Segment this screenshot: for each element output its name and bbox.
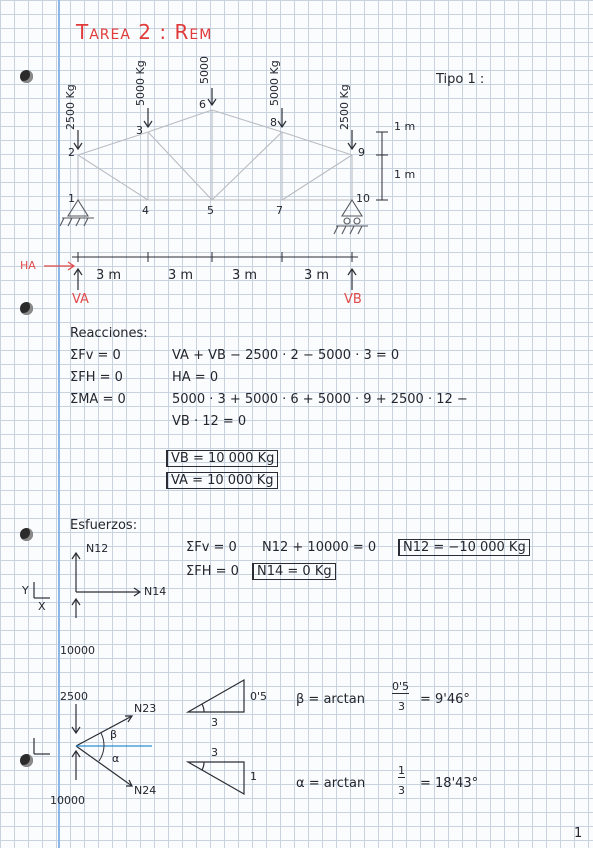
angle-formula: β = arctan [296, 692, 365, 707]
angle-label: β [110, 728, 118, 741]
load-label: 2500 [60, 690, 88, 703]
triangle-leg: 0'5 [250, 690, 268, 703]
equation-label: ΣFH = 0 [70, 370, 123, 385]
equation-label: ΣFv = 0 [70, 348, 121, 363]
load-label: 5000 [198, 56, 211, 84]
node-label: 6 [199, 98, 206, 111]
force-label: N24 [134, 784, 157, 797]
node-label: 8 [270, 116, 277, 129]
fraction-denominator: 3 [398, 700, 405, 713]
node-label: 9 [358, 146, 365, 159]
ha-label: HA [20, 259, 36, 272]
triangle-leg: 3 [211, 746, 218, 759]
equation-label: ΣFH = 0 [186, 564, 239, 579]
reaction-label: 10000 [60, 644, 95, 657]
result-box: VA = 10 000 Kg [166, 472, 278, 489]
force-label: N14 [144, 585, 167, 598]
span-dimension: 3 m [168, 268, 194, 283]
axis-label: Y [22, 584, 29, 597]
triangle-leg: 1 [250, 770, 257, 783]
triangle-leg: 3 [211, 716, 218, 729]
span-dimension: 3 m [304, 268, 330, 283]
vb-label: VB [344, 292, 362, 307]
load-label: 2500 Kg [64, 84, 77, 130]
page-title: Tarea 2 : Rem [76, 20, 213, 44]
equation-value: HA = 0 [172, 370, 219, 385]
span-dimension: 3 m [232, 268, 258, 283]
angle-label: α [112, 752, 120, 765]
result-box: VB = 10 000 Kg [166, 450, 278, 467]
fraction-numerator: 1 [398, 764, 405, 777]
node-label: 5 [207, 204, 214, 217]
reaction-label: 10000 [50, 794, 85, 807]
equation-value: N12 + 10000 = 0 [262, 540, 377, 555]
page-number: 1 [574, 826, 583, 841]
reactions-heading: Reacciones: [70, 326, 148, 341]
load-label: 5000 Kg [134, 60, 147, 106]
type-label: Tipo 1 : [436, 72, 485, 87]
node-label: 3 [136, 124, 143, 137]
efforts-heading: Esfuerzos: [70, 518, 138, 533]
force-label: N12 [86, 542, 109, 555]
node-label: 2 [68, 146, 75, 159]
height-dimension: 1 m [394, 168, 416, 181]
equation-value: 5000 · 3 + 5000 · 6 + 5000 · 9 + 2500 · 12 − [172, 392, 468, 407]
load-label: 2500 Kg [338, 84, 351, 130]
equation-label: ΣFv = 0 [186, 540, 237, 555]
equation-value: VB · 12 = 0 [172, 414, 247, 429]
fraction-denominator: 3 [398, 784, 405, 797]
result-box: N14 = 0 Kg [252, 563, 336, 580]
node-label: 10 [356, 192, 370, 205]
va-label: VA [72, 292, 89, 307]
equation-value: VA + VB − 2500 · 2 − 5000 · 3 = 0 [172, 348, 400, 363]
result-box: N12 = −10 000 Kg [398, 539, 530, 556]
equation-label: ΣMA = 0 [70, 392, 126, 407]
node-label: 1 [68, 192, 75, 205]
node-label: 4 [142, 204, 149, 217]
load-label: 5000 Kg [268, 60, 281, 106]
node-label: 7 [276, 204, 283, 217]
angle-formula: α = arctan [296, 776, 366, 791]
height-dimension: 1 m [394, 120, 416, 133]
angle-result: = 18'43° [420, 776, 479, 791]
force-label: N23 [134, 702, 157, 715]
fraction-numerator: 0'5 [392, 680, 410, 693]
angle-result: = 9'46° [420, 692, 470, 707]
axis-label: X [38, 600, 46, 613]
span-dimension: 3 m [96, 268, 122, 283]
